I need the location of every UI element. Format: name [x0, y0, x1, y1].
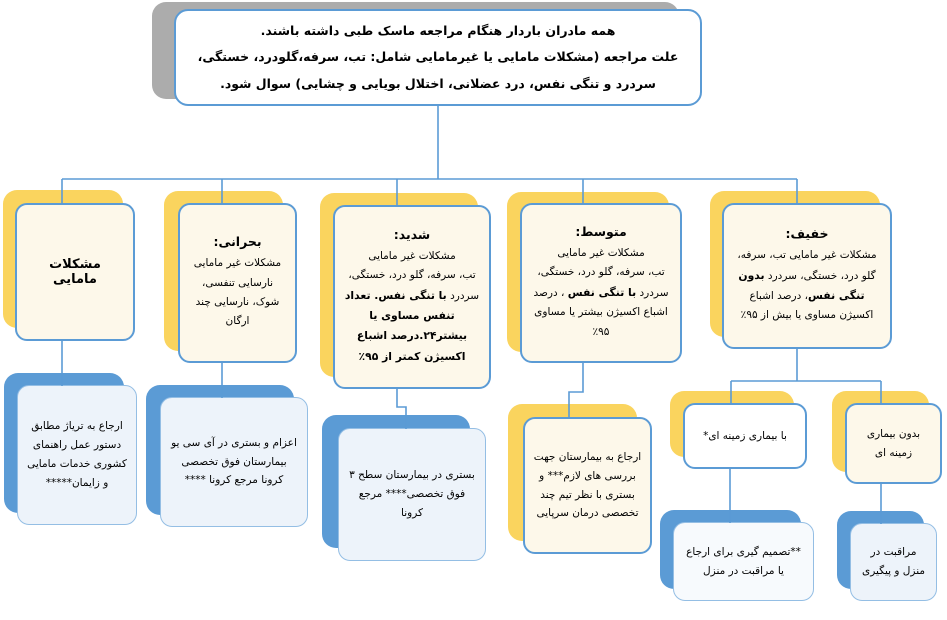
category-severe-body-regular: تب، سرفه، گلو درد، خستگی، سردرد	[348, 269, 480, 302]
category-maternal-label: مشکلات مامایی	[49, 257, 101, 287]
category-severe-body	[343, 266, 481, 367]
category-moderate-title: متوسط:	[575, 223, 627, 239]
category-moderate-body-bold: با تنگی نفس	[567, 285, 637, 299]
branch-with-condition-box	[683, 403, 807, 469]
action-moderate-text: ارجاع به بیمارستان جهت بررسی های لازم*** و بستری با نظر تیم چند تخصصی درمان سرپایی	[533, 450, 642, 520]
category-mild-body-regular-1: مشکلات غیر مامایی تب، سرفه، گلو درد، خستگی، سردرد	[737, 249, 877, 282]
category-mild-box	[722, 203, 892, 349]
action-maternal-text: ارجاع به تریاژ مطابق دستور عمل راهنمای کشوری خدمات مامایی و زایمان*****	[27, 420, 127, 489]
header-line-2: علت مراجعه (مشکلات مامایی یا غیرمامایی شامل: تب، سرفه،گلودرد، خستگی، سردرد و تنگی نفس، درد عضلانی، اختلال بویایی و چشایی) سوال شود.	[197, 49, 679, 91]
category-severe-title: شدید:	[393, 226, 431, 242]
category-mild-body	[732, 246, 882, 326]
category-critical-title: بحرانی:	[213, 234, 262, 250]
category-moderate-box	[520, 203, 682, 363]
action-critical-text: اعزام و بستری در آی سی یو بیمارستان فوق تخصصی کرونا مرجع کرونا ****	[171, 436, 297, 487]
action-maternal-box	[17, 385, 137, 525]
category-severe-subtitle: مشکلات غیر مامایی	[368, 249, 456, 262]
action-severe-text: بستری در بیمارستان سطح ۳ فوق تخصصی**** مرجع کرونا	[349, 469, 475, 519]
category-maternal-box	[15, 203, 135, 341]
category-moderate-subtitle: مشکلات غیر مامایی	[557, 246, 645, 259]
category-severe-body-bold: با تنگی نفس. تعداد تنفس مساوی یا بیشتر۲۴.درصد اشباع اکسیژن کمتر از ۹۵٪	[344, 288, 468, 363]
category-critical-box	[178, 203, 297, 363]
branch-without-condition-box	[845, 403, 942, 484]
outcome-with-condition-text: **تصمیم گیری برای ارجاع یا مراقبت در منزل	[686, 545, 801, 577]
category-mild-title: خفیف:	[785, 226, 829, 242]
branch-without-condition-text: بدون بیماری زمینه ای	[866, 427, 921, 459]
header-line-1: همه مادران باردار هنگام مراجعه ماسک طبی داشته باشند.	[260, 23, 616, 39]
outcome-without-condition-text: مراقبت در منزل و پیگیری	[861, 546, 926, 577]
branch-with-condition-text: با بیماری زمینه ای*	[703, 429, 787, 442]
category-moderate-body-regular-2: ، درصد اشباع اکسیژن بیشتر یا مساوی ۹۵٪	[533, 286, 668, 338]
category-moderate-body-regular-1: تب، سرفه، گلو درد، خستگی، سردرد	[537, 266, 669, 299]
category-moderate-body	[530, 263, 672, 342]
header-box	[174, 9, 702, 106]
category-severe-box	[333, 205, 491, 389]
category-mild-body-regular-2: ، درصد اشباع اکسیژن مساوی یا بیش از ۹۵٪	[740, 290, 874, 322]
action-severe-box	[338, 428, 486, 561]
action-moderate-box	[523, 417, 652, 554]
category-mild-body-bold: بدون تنگی نفس	[738, 268, 865, 302]
outcome-without-condition-box	[850, 523, 937, 601]
category-critical-body: مشکلات غیر مامایی نارسایی تنفسی، شوک، نارسایی چند ارگان	[193, 257, 282, 328]
action-critical-box	[160, 397, 308, 527]
outcome-with-condition-box	[673, 522, 814, 601]
